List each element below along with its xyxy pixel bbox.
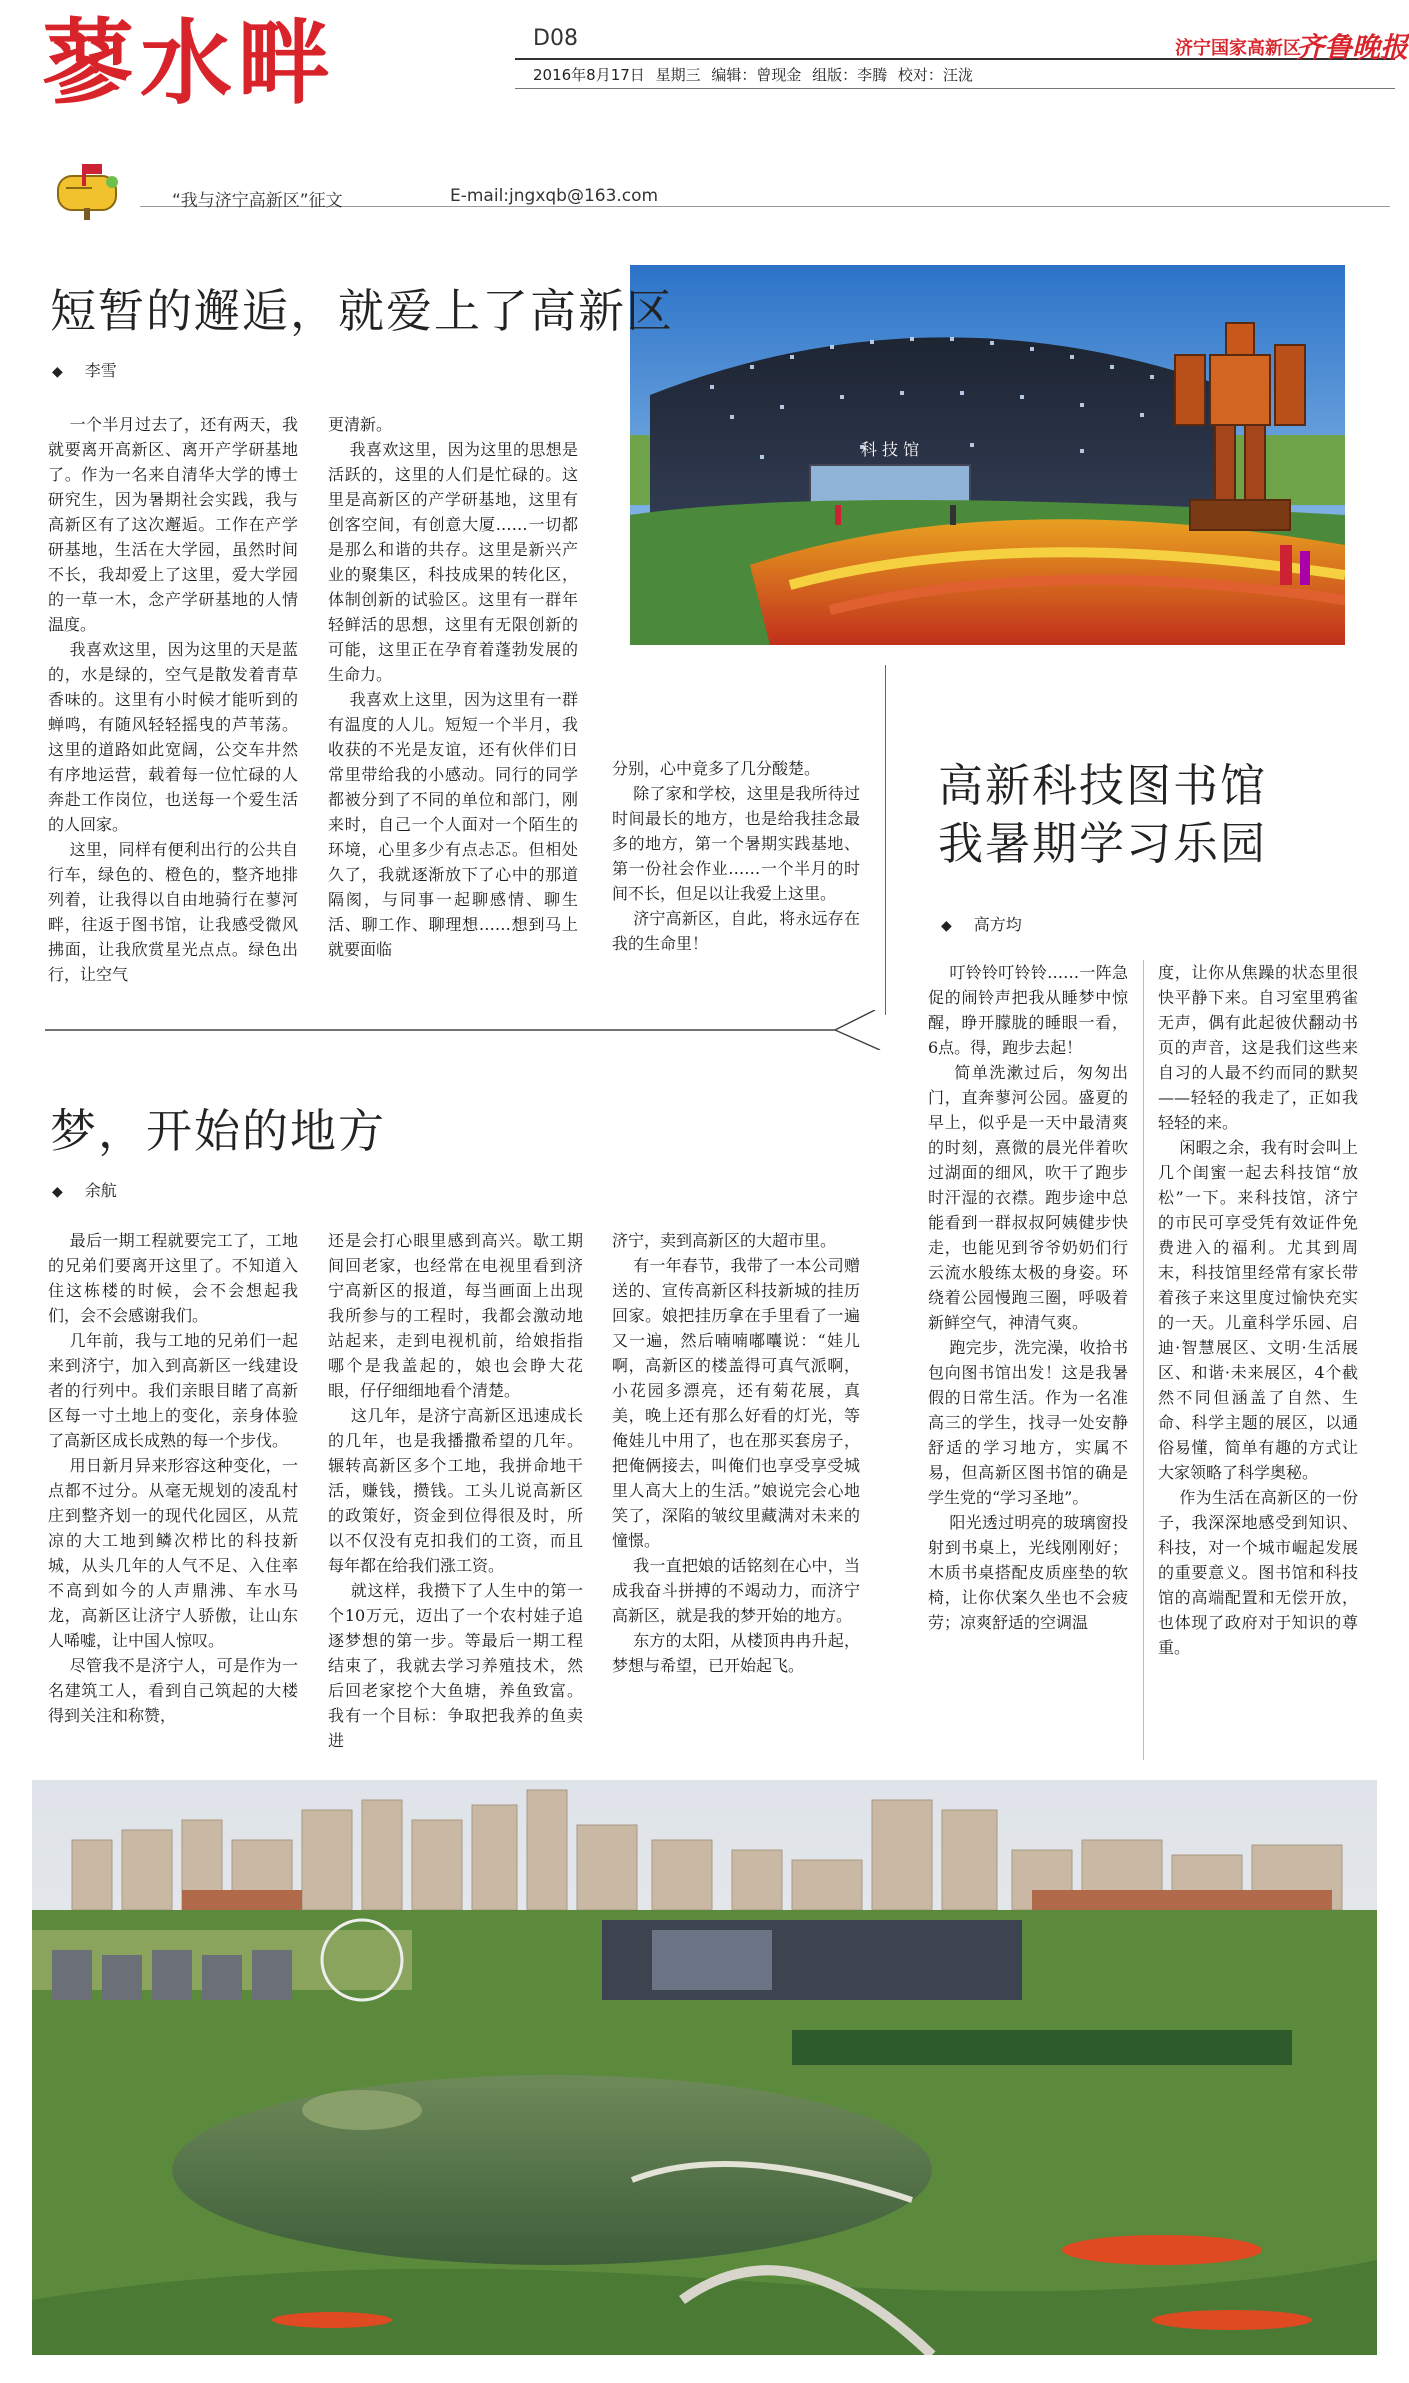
zone-label: 济宁国家高新区 xyxy=(1175,38,1301,59)
article1-col3: 分别，心中竟多了几分酸楚。 除了家和学校，这里是我所待过时间最长的地方，也是给我挂念最多的地方，第一个暑期实践基地、第一份社会作业……一个半月的时间不长，但足以让我爱上这里。 济宁高新区，自此，将永远存在我的生命里！ xyxy=(612,759,860,953)
section-divider xyxy=(45,1010,925,1050)
page-number: D08 xyxy=(533,26,578,51)
solicit-email: E-mail:jngxqb@163.com xyxy=(450,186,659,206)
column-divider xyxy=(885,665,886,1015)
issue-info: 2016年8月17日 星期三 编辑：曾现金 组版：李腾 校对：汪泷 xyxy=(533,66,973,84)
cityscape-illustration xyxy=(32,1780,1377,2355)
article3-byline xyxy=(52,1178,117,1201)
article2-col2: 度，让你从焦躁的状态里很快平静下来。自习室里鸦雀无声，偶有此起彼伏翻动书页的声音，这是我们这些来自习的人最不约而同的默契——轻轻的我走了，正如我轻轻的来。 闲暇之余，我有时会叫上几个闺蜜一起去科技馆“放松”一下。来科技馆，济宁的市民可享受凭有效证件免费进入的福利。尤其到周末，科技馆里经常有家长带着孩子来这里度过愉快充实的一天。儿童科学乐园、启迪·智慧展区、文明·生活展区、和谐·未来展区，4个截然不同但涵盖了自然、生命、科学主题的展区，以通俗易懂，简单有趣的方式让大家领略了科学奥秘。 作为生活在高新区的一份子，我深深地感受到知识、科技，对一个城市崛起发展的重要意义。图书馆和科技馆的高端配置和无偿开放，也体现了政府对于知识的尊重。 xyxy=(1158,963,1358,1657)
article3-col2: 还是会打心眼里感到高兴。歇工期间回老家，也经常在电视里看到济宁高新区的报道，每当画面上出现我所参与的工程时，我都会激动地站起来，走到电视机前，给娘指指哪个是我盖起的，娘也会睁大花眼，仔仔细细地看个清楚。 这几年，是济宁高新区迅速成长的几年，也是我播撒希望的几年。辗转高新区多个工地，我拼命地干活，赚钱，攒钱。工头儿说高新区的政策好，资金到位得很及时，所以不仅没有克扣我们的工资，而且每年都在给我们涨工资。 就这样，我攒下了人生中的第一个10万元，迈出了一个农村娃子追逐梦想的第一步。等最后一期工程结束了，我就去学习养殖技术，然后回老家挖个大鱼塘，养鱼致富。我有一个目标：争取把我养的鱼卖进 xyxy=(328,1231,583,1750)
science-museum-photo xyxy=(630,265,1345,645)
header-rule-thin xyxy=(515,88,1395,89)
article1-byline xyxy=(52,358,117,381)
article2-byline xyxy=(941,912,1022,935)
article2-author: 高方均 xyxy=(973,915,1022,934)
article3-col3: 济宁，卖到高新区的大超市里。 有一年春节，我带了一本公司赠送的、宣传高新区科技新城的挂历回家。娘把挂历拿在手里看了一遍又一遍，然后喃喃嘟囔说：“娃儿啊，高新区的楼盖得可真气派啊，小花园多漂亮，还有菊花展，真美，晚上还有那么好看的灯光，等俺娃儿中用了，也在那买套房子，把俺俩接去，叫俺们也享受享受城里人高大上的生活。”娘说完会心地笑了，深陷的皱纹里藏满对未来的憧憬。 我一直把娘的话铭刻在心中，当成我奋斗拼搏的不竭动力，而济宁高新区，就是我的梦开始的地方。 东方的太阳，从楼顶冉冉升起，梦想与希望，已开始起飞。 xyxy=(612,1231,860,1675)
museum-sign: 科 技 馆 xyxy=(860,440,920,459)
article1-col2: 更清新。 我喜欢这里，因为这里的思想是活跃的，这里的人们是忙碌的。这里是高新区的产学研基地，这里有创客空间，有创意大厦……一切都是那么和谐的共存。这里是新兴产业的聚集区，科技成果的转化区，体制创新的试验区。这里有一群年轻鲜活的思想，这里有无限创新的可能，这里正在孕育着蓬勃发展的生命力。 我喜欢上这里，因为这里有一群有温度的人儿。短短一个半月，我收获的不光是友谊，还有伙伴们日常里带给我的小感动。同行的同学都被分到了不同的单位和部门，刚来时，自己一个人面对一个陌生的环境，心里多少有点忐忑。但相处久了，我就逐渐放下了心中的那道隔阂，与同事一起聊感情、聊生活、聊工作、聊理想……想到马上就要面临 xyxy=(328,415,578,959)
article2-col1: 叮铃铃叮铃铃……一阵急促的闹铃声把我从睡梦中惊醒，睁开朦胧的睡眼一看，6点。得，跑步去起！ 简单洗漱过后，匆匆出门，直奔蓼河公园。盛夏的早上，似乎是一天中最清爽的时刻，熹微的晨光伴着吹过湖面的细风，吹干了跑步时汗湿的衣襟。跑步途中总能看到一群叔叔阿姨健步快走，也能见到爷爷奶奶们行云流水般练太极的身姿。环绕着公园慢跑三圈，呼吸着新鲜空气，神清气爽。 跑完步，洗完澡，收拾书包向图书馆出发！这是我暑假的日常生活。作为一名准高三的学生，找寻一处安静舒适的学习地方，实属不易，但高新区图书馆的确是学生党的“学习圣地”。 阳光透过明亮的玻璃窗投射到书桌上，光线刚刚好；木质书桌搭配皮质座垫的软椅，让你伏案久坐也不会疲劳；凉爽舒适的空调温 xyxy=(928,963,1128,1632)
science-museum-illustration xyxy=(630,265,1345,645)
section-title: 蓼水畔 xyxy=(42,10,337,117)
article1-col1: 一个半月过去了，还有两天，我就要离开高新区、离开产学研基地了。作为一名来自清华大学的博士研究生，因为暑期社会实践，我与高新区有了这次邂逅。工作在产学研基地，生活在大学园，虽然时间不长，我却爱上了这里，爱大学园的一草一木，念产学研基地的人情温度。 我喜欢这里，因为这里的天是蓝的，水是绿的，空气是散发着青草香味的。这里有小时候才能听到的蝉鸣，有随风轻轻摇曳的芦苇荡。这里的道路如此宽阔，公交车井然有序地运营，载着每一位忙碌的人奔赴工作岗位，也送每一个爱生活的人回家。 这里，同样有便利出行的公共自行车，绿色的、橙色的，整齐地排列着，让我得以自由地骑行在蓼河畔，往返于图书馆，让我感受微风拂面，让我欣赏星光点点。绿色出行，让空气 xyxy=(48,415,298,984)
article3-headline: 梦，开始的地方 xyxy=(50,1104,386,1158)
article2-headline-line2: 我暑期学习乐园 xyxy=(938,817,1268,870)
column-divider xyxy=(1143,960,1144,1760)
article3-author: 余航 xyxy=(84,1181,117,1200)
article1-headline: 短暂的邂逅，就爱上了高新区 xyxy=(50,284,674,338)
newspaper-logo: 齐鲁晚报 xyxy=(1296,31,1409,64)
cityscape-photo xyxy=(32,1780,1377,2355)
article3-col1: 最后一期工程就要完工了，工地的兄弟们要离开这里了。不知道入住这栋楼的时候，会不会想起我们，会不会感谢我们。 几年前，我与工地的兄弟们一起来到济宁，加入到高新区一线建设者的行列中。我们亲眼目睹了高新区每一寸土地上的变化，亲身体验了高新区成长成熟的每一个步伐。 用日新月异来形容这种变化，一点都不过分。从毫无规划的凌乱村庄到整齐划一的现代化园区，从荒凉的大工地到鳞次栉比的科技新城，从头几年的人气不足、入住率不高到如今的人声鼎沸、车水马龙，高新区让济宁人骄傲，让山东人唏嘘，让中国人惊叹。 尽管我不是济宁人，可是作为一名建筑工人，看到自己筑起的大楼得到关注和称赞， xyxy=(48,1231,298,1725)
solicit-title: “我与济宁高新区”征文 xyxy=(172,191,343,211)
library-building xyxy=(602,1920,1022,2000)
article2-headline-line1: 高新科技图书馆 xyxy=(938,759,1268,812)
article1-author: 李雪 xyxy=(84,361,117,380)
diamond-icon: ◆ xyxy=(52,1184,63,1200)
diamond-icon: ◆ xyxy=(941,918,952,934)
diamond-icon: ◆ xyxy=(52,364,63,380)
mailbox-icon xyxy=(52,158,130,220)
